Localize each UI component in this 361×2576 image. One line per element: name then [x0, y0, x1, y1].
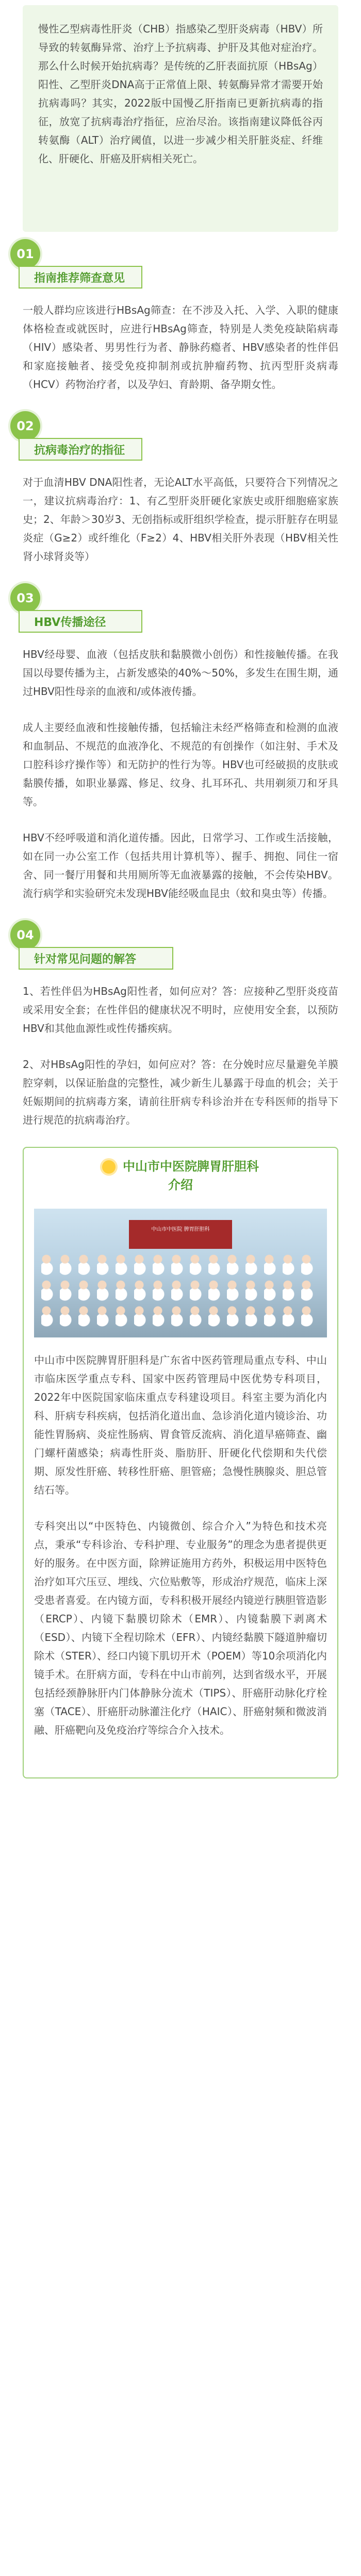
section-body-2 [23, 473, 338, 566]
section-body-3 [23, 645, 338, 903]
section-4-paragraph: 2、对HBsAg阳性的孕妇，如何应对？答：在分娩时应尽量避免羊膜腔穿刺，以保证胎盘的完整性，减少新生儿暴露于母血的机会；关于妊娠期间的抗病毒方案，请前往肝病专科诊治并在专科医师的指导下进行规范的抗病毒治疗。 [23, 1058, 338, 1126]
section-number-3: 03 [10, 583, 40, 613]
section-header-3 [0, 583, 361, 645]
hospital-paragraph: 中山市中医院脾胃肝胆科是广东省中医药管理局重点专科、中山市临床医学重点专科、国家中医药管理局中医优势专科项目，2022年中医院国家临床重点专科建设项目。科室主要为消化内科、肝病专科疾病，包括消化道出血、急诊消化道内镜诊治、功能性胃肠病、炎症性肠病、胃食管反流病、消化道早癌筛查、幽门螺杆菌感染；病毒性肝炎、脂肪肝、肝硬化代偿期和失代偿期、原发性肝癌、转移性肝癌、胆管癌；急慢性胰腺炎、胆总管结石等。 [34, 1354, 327, 1496]
section-3-paragraph: HBV不经呼吸道和消化道传播。因此，日常学习、工作或生活接触，如在同一办公室工作（包括共用计算机等）、握手、拥抱、同住一宿舍、同一餐厅用餐和共用厕所等无血液暴露的接触，不会传染HBV。流行病学和实验研究未发现HBV能经吸血昆虫（蚊和臭虫等）传播。 [23, 832, 338, 900]
hospital-intro-title [34, 1157, 327, 1194]
hospital-name: 中山市中医院脾胃肝胆科 [123, 1159, 259, 1174]
section-title-2: 抗病毒治疗的指征 [19, 438, 142, 461]
hospital-intro-subtitle: 介绍 [168, 1178, 193, 1192]
staff-group [41, 1253, 320, 1330]
section-header-2 [0, 411, 361, 473]
section-3-paragraph: 成人主要经血液和性接触传播，包括输注未经严格筛查和检测的血液和血制品、不规范的血液净化、不规范的有创操作（如注射、手术及口腔科诊疗操作等）和无防护的性行为等。HBV也可经破损的皮肤或黏膜传播，如职业暴露、修足、纹身、扎耳环孔、共用剃须刀和牙具等。 [23, 721, 338, 808]
section-header-4 [0, 920, 361, 982]
section-title-1: 指南推荐筛查意见 [19, 266, 142, 289]
intro-text: 慢性乙型病毒性肝炎（CHB）指感染乙型肝炎病毒（HBV）所导致的转氨酶异常、治疗上予抗病毒、护肝及其他对症治疗。那么什么时候开始抗病毒？是传统的乙肝表面抗原（HBsAg）阳性、乙型肝炎DNA高于正常值上限、转氨酶异常才需要开始抗病毒吗？其实，2022版中国慢乙肝指南已更新抗病毒的指征，放宽了抗病毒治疗指征，应治尽治。该指南建议降低谷丙转氨酶（ALT）治疗阈值，以进一步减少相关肝脏炎症、纤维化、肝硬化、肝癌及肝病相关死亡。 [38, 23, 323, 165]
hospital-intro-card [23, 1147, 338, 1778]
section-number-2: 02 [10, 411, 40, 441]
section-1-paragraph: 一般人群均应该进行HBsAg筛查：在不涉及入托、入学、入职的健康体格检查或就医时，应进行HBsAg筛查，特别是人类免疫缺陷病毒（HIV）感染者、男男性行为者、静脉药瘾者、HBV感染者的性伴侣和家庭接触者、接受免疫抑制剂或抗肿瘤药物、抗丙型肝炎病毒（HCV）药物治疗者，以及孕妇、育龄期、备孕期女性。 [23, 304, 338, 391]
section-number-1: 01 [10, 239, 40, 269]
section-body-1 [23, 301, 338, 394]
team-photo [34, 1209, 327, 1337]
section-4-paragraph: 1、若性伴侣为HBsAg阳性者，如何应对？答：应接种乙型肝炎疫苗或采用安全套；在性伴侣的健康状况不明时，应使用安全套，以预防HBV和其他血源性或性传播疾病。 [23, 985, 338, 1035]
section-title-4: 针对常见问题的解答 [19, 947, 173, 970]
section-title-3: HBV传播途径 [19, 610, 142, 633]
section-body-4 [23, 982, 338, 1129]
section-number-4: 04 [10, 920, 40, 950]
section-3-paragraph: HBV经母婴、血液（包括皮肤和黏膜微小创伤）和性接触传播。在我国以母婴传播为主，占新发感染的40%～50%，多发生在围生期，通过HBV阳性母亲的血液和/或体液传播。 [23, 648, 338, 698]
intro-block [23, 5, 338, 232]
hospital-intro-body [34, 1351, 327, 1739]
article-page [0, 5, 361, 2576]
section-header-1 [0, 239, 361, 301]
hospital-paragraph: 专科突出以“中医特色、内镜微创、综合介入”为特色和技术亮点，秉承“专科诊治、专科护理、专业服务”的理念为患者提供更好的服务。在中医方面，除辨证施用方药外，积极运用中医特色治疗如耳穴压豆、埋线、穴位贴敷等，形成治疗规范，临床上深受患者喜爱。在内镜方面，专科积极开展经内镜逆行胰胆管造影（ERCP）、内镜下黏膜切除术（EMR）、内镜黏膜下剥离术（ESD）、内镜下全程切除术（EFR）、内镜经黏膜下隧道肿瘤切除术（STER）、经口内镜下肌切开术（POEM）等10余项消化内镜手术。在肝病方面，专科在中山市前列，达到省级水平，开展包括经颈静脉肝内门体静脉分流术（TIPS）、肝癌肝动脉化疗栓塞（TACE）、肝癌肝动脉灌注化疗（HAIC）、肝癌射频和微波消融、肝癌靶向及免疫治疗等综合介入技术。 [34, 1520, 327, 1736]
section-2-paragraph: 对于血清HBV DNA阳性者，无论ALT水平高低，只要符合下列情况之一，建议抗病毒治疗：1、有乙型肝炎肝硬化家族史或肝细胞癌家族史；2、年龄＞30岁3、无创指标或肝组织学检查，提示肝脏存在明显炎症（G≥2）或纤维化（F≥2）4、HBV相关肝外表现（HBV相关性肾小球肾炎等） [23, 476, 338, 563]
photo-banner: 中山市中医院 脾胃肝胆科 [129, 1220, 232, 1249]
sun-icon [102, 1160, 116, 1174]
